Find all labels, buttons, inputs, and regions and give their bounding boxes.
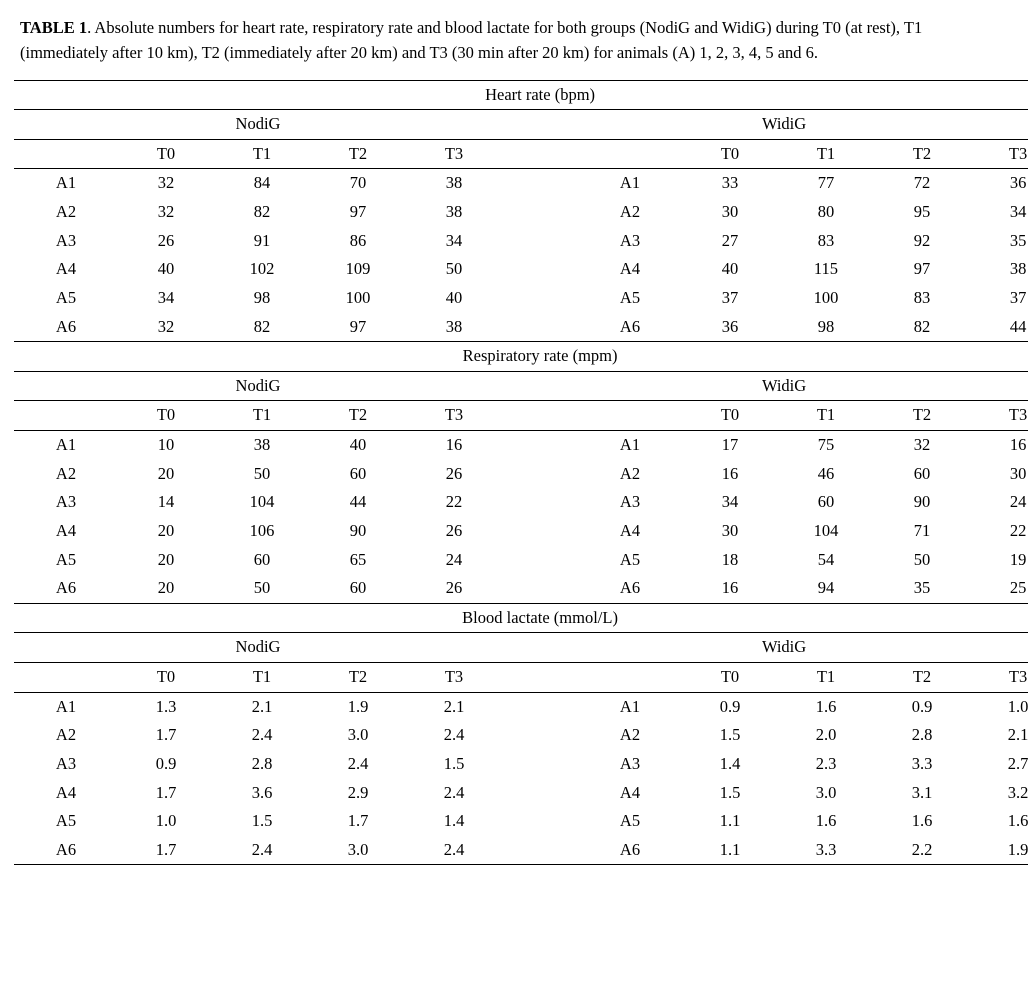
- column-header-widig-t0: T0: [682, 139, 778, 169]
- value-nodig-t1: 1.5: [251, 811, 273, 831]
- value-nodig-t0: 1.0: [155, 811, 177, 831]
- header-spacer: [578, 401, 682, 431]
- animal-label-nodig: A6: [14, 836, 118, 865]
- value-nodig-t3: 38: [445, 173, 463, 193]
- section-title-row: [14, 603, 1028, 633]
- header-gap: [502, 663, 578, 693]
- value-nodig-t0: 1.7: [118, 836, 214, 865]
- value-widig-t2: 83: [913, 287, 931, 307]
- value-widig-t1: 94: [778, 574, 874, 603]
- value-nodig-t2: 65: [349, 549, 367, 569]
- section-title-row: [14, 342, 1028, 372]
- value-nodig-t1: 38: [253, 435, 271, 454]
- value-nodig-t2: 44: [349, 492, 367, 512]
- value-nodig-t2: 90: [349, 520, 367, 540]
- value-nodig-t2: 60: [349, 463, 367, 483]
- timepoint-header-row: [14, 663, 1028, 693]
- value-nodig-t3: 26: [406, 574, 502, 603]
- animal-label-nodig: A6: [14, 574, 118, 603]
- group-label-nodig: NodiG: [14, 371, 502, 401]
- value-widig-t2: 60: [913, 463, 931, 483]
- row-gap: [502, 546, 578, 575]
- value-nodig-t3: 1.5: [443, 753, 465, 773]
- header-spacer: [14, 663, 118, 693]
- value-nodig-t1: 2.4: [251, 725, 273, 745]
- value-widig-t0: 1.5: [719, 725, 741, 745]
- data-table: [14, 80, 1028, 866]
- animal-label-widig: A5: [619, 549, 641, 569]
- animal-label-nodig: A2: [55, 463, 77, 483]
- value-widig-t2: 82: [874, 313, 970, 342]
- column-header-widig-t3: T3: [970, 139, 1028, 169]
- value-nodig-t3: 40: [445, 287, 463, 307]
- header-spacer: [578, 139, 682, 169]
- value-nodig-t0: 32: [157, 173, 175, 193]
- table-row: [14, 488, 1028, 517]
- value-widig-t3: 1.9: [970, 836, 1028, 865]
- value-widig-t1: 2.3: [815, 753, 837, 773]
- header-gap: [502, 401, 578, 431]
- value-nodig-t0: 10: [157, 435, 175, 454]
- value-nodig-t2: 1.9: [347, 696, 369, 716]
- column-header-nodig-t3: T3: [406, 139, 502, 169]
- row-gap: [502, 517, 578, 546]
- value-nodig-t3: 26: [445, 463, 463, 483]
- animal-label-widig: A1: [619, 435, 641, 454]
- animal-label-nodig: A6: [14, 313, 118, 342]
- animal-label-nodig: A3: [55, 230, 77, 250]
- value-nodig-t1: 98: [253, 287, 271, 307]
- row-gap: [502, 255, 578, 284]
- column-header-nodig-t0: T0: [118, 401, 214, 431]
- value-nodig-t3: 22: [445, 492, 463, 512]
- value-nodig-t3: 26: [445, 520, 463, 540]
- value-widig-t2: 97: [913, 259, 931, 279]
- value-widig-t1: 77: [817, 173, 835, 193]
- value-nodig-t3: 34: [445, 230, 463, 250]
- timepoint-header-row: [14, 139, 1028, 169]
- table-row: [14, 836, 1028, 865]
- value-nodig-t1: 102: [249, 259, 275, 279]
- section-title: Respiratory rate (mpm): [14, 342, 1028, 372]
- column-header-nodig-t3: T3: [406, 401, 502, 431]
- value-widig-t0: 30: [721, 520, 739, 540]
- value-nodig-t0: 34: [157, 287, 175, 307]
- value-nodig-t2: 70: [349, 173, 367, 193]
- value-widig-t3: 37: [1009, 287, 1027, 307]
- value-widig-t0: 17: [721, 435, 739, 454]
- row-gap: [502, 574, 578, 603]
- animal-label-widig: A6: [578, 574, 682, 603]
- value-widig-t1: 104: [813, 520, 839, 540]
- value-nodig-t1: 2.4: [214, 836, 310, 865]
- value-widig-t1: 54: [817, 549, 835, 569]
- table-row: [14, 546, 1028, 575]
- value-nodig-t0: 20: [157, 549, 175, 569]
- value-widig-t2: 50: [913, 549, 931, 569]
- value-nodig-t0: 26: [157, 230, 175, 250]
- value-widig-t1: 1.6: [815, 696, 837, 716]
- row-gap: [502, 779, 578, 808]
- column-header-widig-t0: T0: [682, 663, 778, 693]
- table-row: [14, 517, 1028, 546]
- value-nodig-t1: 60: [253, 549, 271, 569]
- row-gap: [502, 692, 578, 721]
- animal-label-nodig: A3: [55, 753, 77, 773]
- value-nodig-t0: 32: [118, 313, 214, 342]
- table-caption-label: TABLE 1: [20, 18, 88, 37]
- value-widig-t0: 1.4: [719, 753, 741, 773]
- value-nodig-t3: 2.4: [443, 782, 465, 802]
- value-widig-t3: 24: [1009, 492, 1027, 512]
- column-header-widig-t0: T0: [682, 401, 778, 431]
- value-nodig-t3: 16: [445, 435, 463, 454]
- animal-label-nodig: A5: [55, 811, 77, 831]
- value-widig-t2: 32: [913, 435, 931, 454]
- value-widig-t3: 16: [1009, 435, 1027, 454]
- value-widig-t1: 1.6: [815, 811, 837, 831]
- value-widig-t2: 0.9: [911, 696, 933, 716]
- value-widig-t3: 1.0: [1007, 696, 1028, 716]
- value-widig-t0: 27: [721, 230, 739, 250]
- animal-label-widig: A4: [619, 259, 641, 279]
- value-nodig-t2: 100: [345, 287, 371, 307]
- animal-label-nodig: A2: [55, 202, 77, 221]
- row-gap: [502, 460, 578, 489]
- value-widig-t1: 75: [817, 435, 835, 454]
- column-header-widig-t1: T1: [778, 663, 874, 693]
- value-widig-t3: 38: [1009, 259, 1027, 279]
- animal-label-nodig: A4: [55, 520, 77, 540]
- value-widig-t2: 71: [913, 520, 931, 540]
- column-header-widig-t1: T1: [778, 139, 874, 169]
- value-nodig-t3: 2.1: [443, 696, 465, 716]
- row-gap: [502, 750, 578, 779]
- column-header-nodig-t2: T2: [310, 401, 406, 431]
- animal-label-nodig: A5: [55, 549, 77, 569]
- group-label-widig: WidiG: [502, 371, 1028, 401]
- animal-label-nodig: A2: [55, 725, 77, 745]
- animal-label-widig: A6: [578, 313, 682, 342]
- value-widig-t2: 2.8: [911, 725, 933, 745]
- value-nodig-t1: 91: [253, 230, 271, 250]
- value-widig-t2: 35: [874, 574, 970, 603]
- table-row: [14, 460, 1028, 489]
- value-widig-t0: 30: [721, 202, 739, 221]
- value-widig-t2: 3.3: [911, 753, 933, 773]
- value-nodig-t1: 104: [249, 492, 275, 512]
- value-nodig-t2: 3.0: [310, 836, 406, 865]
- value-nodig-t2: 2.9: [347, 782, 369, 802]
- column-header-widig-t3: T3: [970, 401, 1028, 431]
- value-widig-t3: 35: [1009, 230, 1027, 250]
- group-header-row: [14, 633, 1028, 663]
- value-widig-t2: 1.6: [911, 811, 933, 831]
- value-nodig-t2: 1.7: [347, 811, 369, 831]
- table-row: [14, 227, 1028, 256]
- group-label-nodig: NodiG: [14, 110, 502, 140]
- value-nodig-t2: 40: [349, 435, 367, 454]
- value-widig-t3: 34: [1009, 202, 1027, 221]
- value-nodig-t3: 2.4: [406, 836, 502, 865]
- value-widig-t0: 16: [682, 574, 778, 603]
- value-widig-t0: 34: [721, 492, 739, 512]
- header-spacer: [578, 663, 682, 693]
- table-row: [14, 313, 1028, 342]
- value-widig-t1: 100: [813, 287, 839, 307]
- table-caption: [20, 16, 1008, 66]
- column-header-nodig-t1: T1: [214, 139, 310, 169]
- section-title-row: [14, 80, 1028, 110]
- value-nodig-t3: 38: [445, 202, 463, 221]
- value-widig-t3: 1.6: [1007, 811, 1028, 831]
- column-header-nodig-t0: T0: [118, 663, 214, 693]
- value-widig-t3: 36: [1009, 173, 1027, 193]
- row-gap: [502, 227, 578, 256]
- column-header-nodig-t0: T0: [118, 139, 214, 169]
- table-caption-text: . Absolute numbers for heart rate, respiratory rate and blood lactate for both groups (NodiG and WidiG) during T0 (at rest), T1 (immediately after 10 km), T2 (immediately after 20 km) and T3 (30 min after 20 km) for animals (A) 1, 2, 3, 4, 5 and 6.: [20, 18, 923, 62]
- animal-label-widig: A3: [619, 230, 641, 250]
- row-gap: [502, 807, 578, 836]
- value-widig-t1: 60: [817, 492, 835, 512]
- value-nodig-t2: 97: [310, 313, 406, 342]
- table-row: [14, 574, 1028, 603]
- value-widig-t3: 2.1: [1007, 725, 1028, 745]
- value-nodig-t0: 20: [118, 574, 214, 603]
- animal-label-widig: A4: [619, 782, 641, 802]
- animal-label-nodig: A4: [55, 782, 77, 802]
- column-header-nodig-t1: T1: [214, 663, 310, 693]
- row-gap: [502, 431, 578, 460]
- value-widig-t3: 2.7: [1007, 753, 1028, 773]
- animal-label-widig: A6: [578, 836, 682, 865]
- animal-label-nodig: A1: [55, 696, 77, 716]
- value-widig-t3: 22: [1009, 520, 1027, 540]
- row-gap: [502, 313, 578, 342]
- table-body: [14, 80, 1028, 865]
- animal-label-nodig: A5: [55, 287, 77, 307]
- value-nodig-t0: 40: [157, 259, 175, 279]
- group-label-widig: WidiG: [502, 633, 1028, 663]
- table-row: [14, 807, 1028, 836]
- value-widig-t2: 92: [913, 230, 931, 250]
- value-widig-t3: 19: [1009, 549, 1027, 569]
- value-nodig-t2: 60: [310, 574, 406, 603]
- table-row: [14, 431, 1028, 460]
- section-title: Blood lactate (mmol/L): [14, 603, 1028, 633]
- animal-label-widig: A2: [619, 725, 641, 745]
- value-nodig-t1: 2.8: [251, 753, 273, 773]
- value-nodig-t0: 32: [157, 202, 175, 221]
- value-widig-t1: 83: [817, 230, 835, 250]
- column-header-widig-t1: T1: [778, 401, 874, 431]
- table-row: [14, 284, 1028, 313]
- table-row: [14, 692, 1028, 721]
- value-widig-t2: 2.2: [874, 836, 970, 865]
- value-nodig-t0: 1.3: [155, 696, 177, 716]
- value-widig-t1: 98: [778, 313, 874, 342]
- animal-label-widig: A5: [619, 811, 641, 831]
- value-widig-t2: 3.1: [911, 782, 933, 802]
- value-nodig-t2: 86: [349, 230, 367, 250]
- value-nodig-t3: 24: [445, 549, 463, 569]
- value-widig-t1: 115: [813, 259, 839, 279]
- value-widig-t1: 46: [817, 463, 835, 483]
- animal-label-widig: A1: [619, 173, 641, 193]
- header-spacer: [14, 139, 118, 169]
- group-header-row: [14, 371, 1028, 401]
- value-nodig-t0: 0.9: [155, 753, 177, 773]
- group-header-row: [14, 110, 1028, 140]
- value-nodig-t2: 97: [349, 202, 367, 221]
- value-nodig-t1: 3.6: [251, 782, 273, 802]
- value-nodig-t1: 106: [249, 520, 275, 540]
- value-nodig-t2: 109: [345, 259, 371, 279]
- row-gap: [502, 721, 578, 750]
- value-widig-t1: 3.0: [815, 782, 837, 802]
- animal-label-widig: A2: [619, 202, 641, 221]
- table-row: [14, 255, 1028, 284]
- value-widig-t0: 36: [682, 313, 778, 342]
- value-nodig-t1: 82: [214, 313, 310, 342]
- header-spacer: [14, 401, 118, 431]
- column-header-widig-t2: T2: [874, 401, 970, 431]
- value-widig-t0: 40: [721, 259, 739, 279]
- value-widig-t0: 37: [721, 287, 739, 307]
- animal-label-nodig: A1: [55, 435, 77, 454]
- column-header-nodig-t2: T2: [310, 663, 406, 693]
- value-widig-t0: 1.1: [682, 836, 778, 865]
- value-widig-t1: 2.0: [815, 725, 837, 745]
- group-label-widig: WidiG: [502, 110, 1028, 140]
- animal-label-widig: A5: [619, 287, 641, 307]
- row-gap: [502, 488, 578, 517]
- value-nodig-t0: 20: [157, 463, 175, 483]
- value-nodig-t2: 3.0: [347, 725, 369, 745]
- animal-label-nodig: A1: [55, 173, 77, 193]
- section-title: Heart rate (bpm): [14, 80, 1028, 110]
- table-row: [14, 198, 1028, 227]
- animal-label-widig: A4: [619, 520, 641, 540]
- value-nodig-t1: 2.1: [251, 696, 273, 716]
- animal-label-widig: A3: [619, 753, 641, 773]
- value-widig-t0: 1.5: [719, 782, 741, 802]
- value-nodig-t3: 50: [445, 259, 463, 279]
- value-nodig-t0: 1.7: [155, 725, 177, 745]
- value-widig-t2: 72: [913, 173, 931, 193]
- row-gap: [502, 284, 578, 313]
- value-widig-t1: 3.3: [778, 836, 874, 865]
- value-nodig-t1: 84: [253, 173, 271, 193]
- value-widig-t3: 3.2: [1007, 782, 1028, 802]
- value-nodig-t2: 2.4: [347, 753, 369, 773]
- table-row: [14, 721, 1028, 750]
- value-nodig-t3: 2.4: [443, 725, 465, 745]
- value-widig-t0: 18: [721, 549, 739, 569]
- column-header-nodig-t1: T1: [214, 401, 310, 431]
- value-widig-t3: 25: [970, 574, 1028, 603]
- value-nodig-t0: 14: [157, 492, 175, 512]
- column-header-nodig-t2: T2: [310, 139, 406, 169]
- timepoint-header-row: [14, 401, 1028, 431]
- table-row: [14, 750, 1028, 779]
- value-nodig-t3: 38: [406, 313, 502, 342]
- animal-label-widig: A3: [619, 492, 641, 512]
- animal-label-nodig: A4: [55, 259, 77, 279]
- value-widig-t2: 95: [913, 202, 931, 221]
- value-widig-t2: 90: [913, 492, 931, 512]
- value-widig-t0: 33: [721, 173, 739, 193]
- animal-label-widig: A1: [619, 696, 641, 716]
- value-widig-t0: 16: [721, 463, 739, 483]
- column-header-nodig-t3: T3: [406, 663, 502, 693]
- row-gap: [502, 836, 578, 865]
- row-gap: [502, 169, 578, 198]
- value-nodig-t1: 50: [253, 463, 271, 483]
- animal-label-widig: A2: [619, 463, 641, 483]
- value-widig-t0: 1.1: [719, 811, 741, 831]
- value-widig-t3: 30: [1009, 463, 1027, 483]
- row-gap: [502, 198, 578, 227]
- group-label-nodig: NodiG: [14, 633, 502, 663]
- header-gap: [502, 139, 578, 169]
- value-nodig-t3: 1.4: [443, 811, 465, 831]
- value-nodig-t1: 50: [214, 574, 310, 603]
- value-nodig-t1: 82: [253, 202, 271, 221]
- value-widig-t1: 80: [817, 202, 835, 221]
- column-header-widig-t3: T3: [970, 663, 1028, 693]
- value-widig-t0: 0.9: [719, 696, 741, 716]
- value-widig-t3: 44: [970, 313, 1028, 342]
- value-nodig-t0: 1.7: [155, 782, 177, 802]
- table-row: [14, 779, 1028, 808]
- table-row: [14, 169, 1028, 198]
- column-header-widig-t2: T2: [874, 663, 970, 693]
- column-header-widig-t2: T2: [874, 139, 970, 169]
- animal-label-nodig: A3: [55, 492, 77, 512]
- value-nodig-t0: 20: [157, 520, 175, 540]
